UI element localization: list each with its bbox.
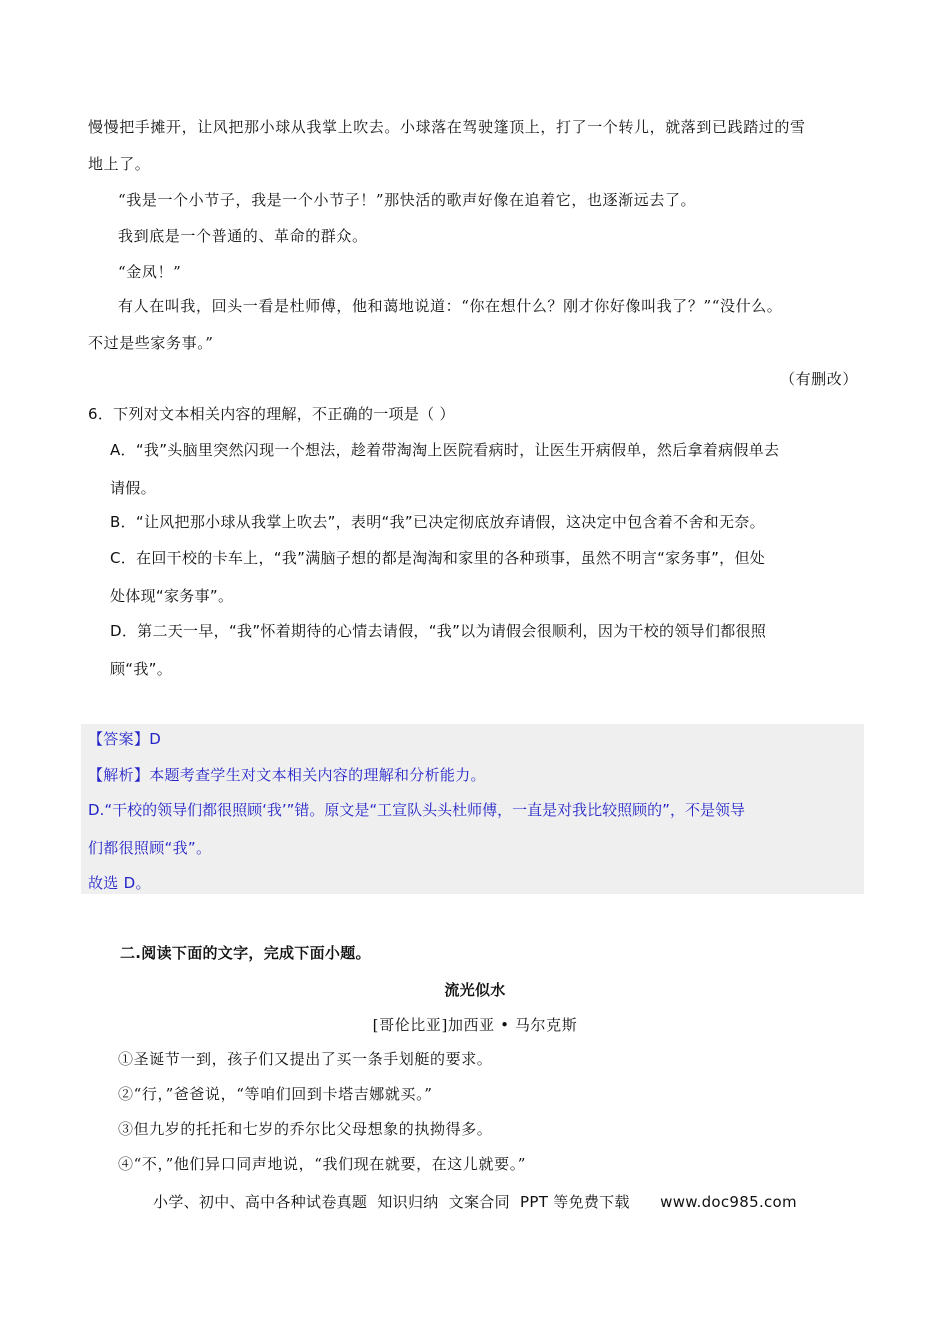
section-heading: 二.阅读下面的文字，完成下面小题。 (120, 944, 371, 962)
passage-line: “金凤！” (118, 263, 182, 281)
article-paragraph: ②“行，”爸爸说，“等咱们回到卡塔吉娜就买。” (118, 1085, 433, 1103)
analysis-detail-cont: 们都很照顾“我”。 (88, 839, 212, 857)
option-d-cont: 顾“我”。 (110, 660, 173, 678)
passage-line: “我是一个小节子，我是一个小节子！”那快活的歌声好像在追着它，也逐渐远去了。 (118, 191, 697, 209)
page-footer: 小学、初中、高中各种试卷真题 知识归纳 文案合同 PPT 等免费下载 www.doc985.com (153, 1193, 797, 1211)
option-d: D．第二天一早，“我”怀着期待的心情去请假，“我”以为请假会很顺利，因为干校的领导们都很照 (110, 622, 767, 640)
passage-line: 不过是些家务事。” (88, 334, 214, 352)
article-author: [哥伦比亚]加西亚 • 马尔克斯 (372, 1016, 578, 1034)
option-c-cont: 处体现“家务事”。 (110, 587, 234, 605)
option-c: C．在回干校的卡车上，“我”满脑子想的都是淘淘和家里的各种琐事，虽然不明言“家务事”，但处 (110, 549, 766, 567)
analysis-line: 【解析】本题考查学生对文本相关内容的理解和分析能力。 (88, 766, 486, 784)
article-paragraph: ④“不，”他们异口同声地说，“我们现在就要，在这儿就要。” (118, 1155, 527, 1173)
option-a-cont: 请假。 (110, 479, 156, 497)
question-stem: 6．下列对文本相关内容的理解，不正确的一项是（ ） (88, 405, 455, 423)
answer-line: 【答案】D (88, 730, 162, 748)
analysis-detail: D.“干校的领导们都很照顾‘我’”错。原文是“工宣队头头杜师傅，一直是对我比较照顾的”，不是领导 (88, 801, 745, 819)
article-title: 流光似水 (444, 981, 506, 999)
option-b: B．“让风把那小球从我掌上吹去”，表明“我”已决定彻底放弃请假，这决定中包含着不舍和无奈。 (110, 513, 765, 531)
article-paragraph: ③但九岁的托托和七岁的乔尔比父母想象的执拗得多。 (118, 1120, 493, 1138)
passage-line: 慢慢把手摊开，让风把那小球从我掌上吹去。小球落在驾驶篷顶上，打了一个转儿，就落到已践踏过的雪 (88, 118, 806, 136)
answer-conclusion: 故选 D。 (88, 874, 151, 892)
passage-line: 地上了。 (88, 155, 151, 173)
option-a: A．“我”头脑里突然闪现一个想法，趁着带淘淘上医院看病时，让医生开病假单，然后拿着病假单去 (110, 441, 780, 459)
article-paragraph: ①圣诞节一到，孩子们又提出了买一条手划艇的要求。 (118, 1050, 493, 1068)
passage-line: 我到底是一个普通的、革命的群众。 (118, 227, 368, 245)
passage-line: 有人在叫我，回头一看是杜师傅，他和蔼地说道：“你在想什么？刚才你好像叫我了？”“没什么。 (118, 297, 783, 315)
revision-note: （有删改） (779, 370, 858, 388)
